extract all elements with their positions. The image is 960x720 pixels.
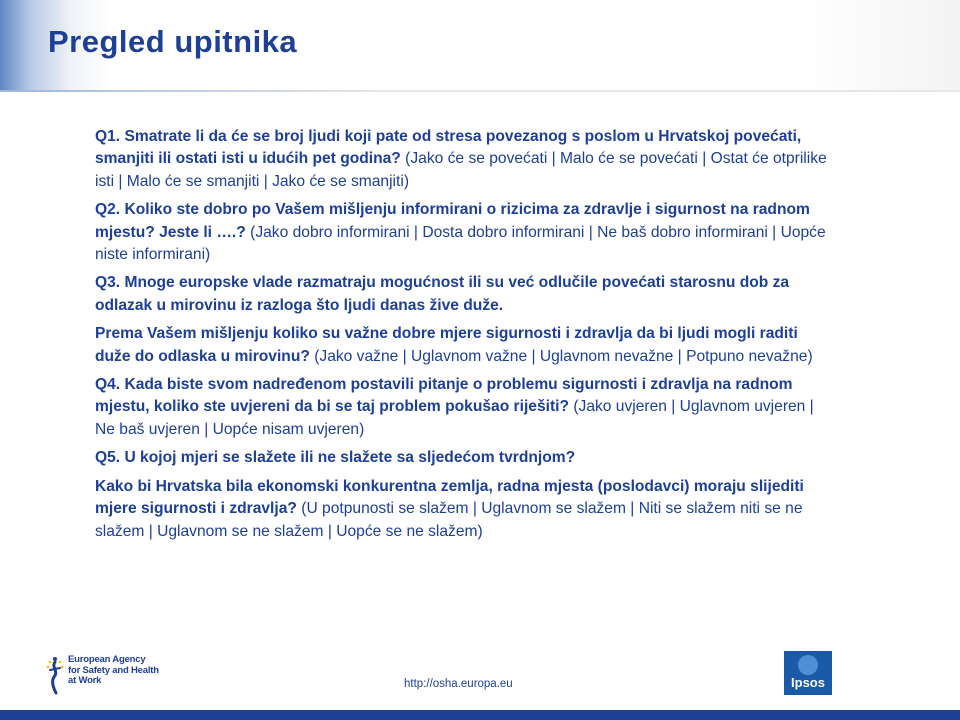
agency-line: European Agency <box>68 654 146 665</box>
page-title: Pregled upitnika <box>48 24 298 59</box>
footer-url-link[interactable]: http://osha.europa.eu <box>404 678 513 690</box>
question-item <box>95 323 835 368</box>
ipsos-logo-text: Ipsos <box>791 675 825 690</box>
ipsos-circle-icon <box>798 655 818 675</box>
answer-options: (Jako uvjeren | Uglavnom uvjeren | Ne baš uvjeren | Uopće nisam uvjeren) <box>95 398 814 438</box>
questionnaire-list <box>95 126 835 549</box>
question-item <box>95 447 835 469</box>
answer-options: (Jako dobro informirani | Dosta dobro informirani | Ne baš dobro informirani | Uopće niste informirani) <box>95 223 826 264</box>
agency-line: at Work <box>68 675 102 686</box>
ipsos-logo <box>784 651 832 695</box>
question-item <box>95 374 835 441</box>
question-item <box>95 476 835 543</box>
question-text: Q4. Kada biste svom nadređenom postavili pitanje o problemu sigurnosti i zdravlja na radnom mjestu, koliko ste uvjereni da bi se taj problem pokušao riješiti? <box>95 376 793 416</box>
question-text: Q2. Koliko ste dobro po Vašem mišljenju informirani o rizicima za zdravlje i sigurnost na radnom mjestu? Jeste li ….? <box>95 201 810 241</box>
question-text: Kako bi Hrvatska bila ekonomski konkurentna zemlja, radna mjesta (poslodavci) moraju slijediti mjere sigurnosti i zdravlja? <box>95 477 804 518</box>
question-text: Prema Vašem mišljenju koliko su važne dobre mjere sigurnosti i zdravlja da bi ljudi mogli raditi duže do odlaska u mirovinu? <box>95 325 798 365</box>
eu-osha-figure-icon <box>44 655 66 695</box>
question-item <box>95 272 835 317</box>
question-text: Q5. U kojoj mjeri se slažete ili ne slažete sa sljedećom tvrdnjom? <box>95 449 576 467</box>
question-item <box>95 199 835 266</box>
question-item <box>95 126 835 193</box>
eu-osha-logo-text <box>68 655 159 687</box>
eu-osha-logo <box>44 655 174 695</box>
question-text: Q3. Mnoge europske vlade razmatraju mogućnost ili su već odlučile povećati starosnu dob za odlazak u mirovinu iz razloga što ljudi danas žive duže. <box>95 274 790 314</box>
answer-options: (Jako će se povećati | Malo će se povećati | Ostat će otprilike isti | Malo će se smanjiti | Jako će se smanjiti) <box>95 150 827 190</box>
answer-options: (U potpunosti se slažem | Uglavnom se slažem | Niti se slažem niti se ne slažem | Uglavnom se ne slažem | Uopće se ne slažem) <box>95 500 803 540</box>
agency-line: for Safety and Health <box>68 664 159 676</box>
header-divider <box>0 90 960 92</box>
question-text: Q1. Smatrate li da će se broj ljudi koji pate od stresa povezanog s poslom u Hrvatskoj povećati, smanjiti ili ostati isti u idućih pet godina? <box>95 128 802 168</box>
answer-options: (Jako važne | Uglavnom važne | Uglavnom nevažne | Potpuno nevažne) <box>309 347 813 365</box>
footer-bar <box>0 710 960 720</box>
